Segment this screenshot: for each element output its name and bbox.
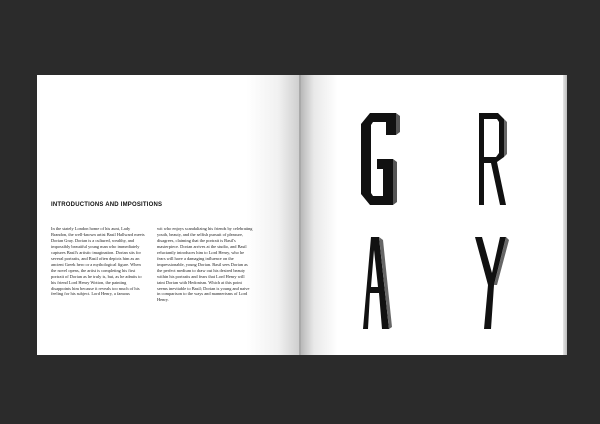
open-book	[37, 75, 567, 355]
body-text-column-2: wit who enjoys scandalizing his friends by celebrating youth, beauty, and the selfish pursuit of pleasure, disagrees, claiming that the portrait is Basil's masterpiece. Dorian arrives at the studio, and Basil reluctantly introduces him to Lord Henry, who he fears will have a damaging influence on the impressionable, young Dorian. Basil sees Dorian as the perfect medium to draw out his desired beauty within his portraits and fears that Lord Henry will taint Dorian with Hedonism. Which at this point seems inevitable to Basil; Dorian is young and naive in comparison to the ways and mannerisms of Lord Henry.	[157, 226, 253, 303]
letter-r	[479, 113, 507, 205]
title-letters-svg	[301, 75, 563, 355]
section-heading: INTRODUCTIONS AND IMPOSITIONS	[51, 202, 163, 208]
left-page	[37, 75, 299, 355]
body-text-column-1: In the stately London home of his aunt, Lady Brandon, the well-known artist Basil Hallward meets Dorian Gray. Dorian is a cultured, wealthy, and impossibly beautiful young man who immediately captures Basil's artistic imagination. Dorian sits for several portraits, and Basil often depicts him as an ancient Greek hero or a mythological figure. When the novel opens, the artist is completing his first portrait of Dorian as he truly is, but, as he admits to his friend Lord Henry Wotton, the painting disappoints him because it reveals too much of his feeling for his subject. Lord Henry, a famous	[51, 226, 145, 297]
title-letters	[301, 75, 563, 355]
letter-a	[363, 237, 392, 329]
letter-y	[475, 237, 509, 329]
letter-g	[361, 113, 400, 205]
right-page	[301, 75, 563, 355]
letter-a-text: A	[375, 284, 377, 286]
page-edge	[563, 75, 567, 355]
